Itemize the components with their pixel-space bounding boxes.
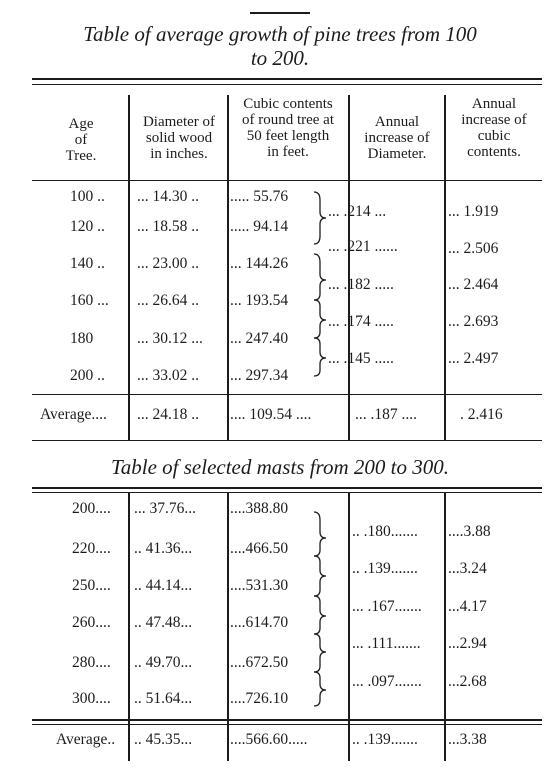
brace	[314, 556, 326, 596]
table1-title-line1: Table of average growth of pine trees from 100	[83, 22, 477, 46]
table1-top-rule-1	[32, 78, 542, 80]
header-annual-diameter	[350, 114, 444, 162]
average-annual-diameter: .. .139.......	[352, 731, 418, 748]
header-age	[36, 116, 126, 164]
diameter-cell: ... 33.02 ..	[137, 367, 199, 384]
average-cubic: .... 109.54 ....	[230, 406, 312, 423]
average-diameter: .. 45.35...	[134, 731, 193, 748]
average-annual-cubic: ...3.38	[448, 731, 487, 748]
annual-cubic-cell: ...2.68	[448, 673, 487, 690]
table2-top-rule-2	[32, 492, 542, 493]
header-cubic-line: 50 feet length	[246, 128, 330, 144]
annual-cubic-cell: ...2.94	[448, 635, 487, 652]
age-cell: 100 ..	[70, 188, 105, 205]
diameter-cell: .. 47.48...	[134, 614, 193, 631]
cubic-cell: ....466.50	[230, 540, 289, 557]
age-cell: 250....	[72, 577, 111, 594]
header-annual-cubic-line: increase of	[461, 112, 527, 128]
cubic-cell: ... 247.40	[230, 330, 289, 347]
table1-average-rule	[32, 394, 542, 395]
brace	[314, 338, 326, 376]
header-diameter-line: Diameter of	[142, 114, 216, 130]
cubic-cell: ....531.30	[230, 577, 289, 594]
table2-title: Table of selected masts from 200 to 300.	[111, 455, 449, 479]
table1-bottom-rule	[32, 440, 542, 441]
header-annual-cubic-line: contents.	[467, 144, 521, 160]
annual-diameter-cell: ... .097.......	[352, 673, 422, 690]
header-annual-diameter-line: Diameter.	[367, 146, 427, 162]
average-label: Average..	[56, 731, 116, 748]
diameter-cell: .. 44.14...	[134, 577, 193, 594]
diameter-cell: ... 14.30 ..	[137, 188, 199, 205]
cubic-cell: ..... 94.14	[230, 218, 289, 235]
diameter-cell: ... 18.58 ..	[137, 218, 199, 235]
age-cell: 280....	[72, 654, 111, 671]
table2-top-rule-1	[32, 487, 542, 489]
header-cubic-line: of round tree at	[241, 112, 335, 128]
average-diameter: ... 24.18 ..	[137, 406, 199, 423]
diameter-cell: ... 37.76...	[134, 500, 196, 517]
annual-cubic-cell: ...3.24	[448, 560, 487, 577]
header-cubic-line: in feet.	[267, 144, 309, 160]
top-rule	[250, 12, 310, 14]
cubic-cell: ....614.70	[230, 614, 289, 631]
annual-diameter-cell: ... .214 ...	[328, 203, 387, 220]
cubic-cell: ... 297.34	[230, 367, 289, 384]
header-age-line: of	[74, 132, 88, 148]
diameter-cell: ... 30.12 ...	[137, 330, 203, 347]
diameter-cell: .. 49.70...	[134, 654, 193, 671]
annual-diameter-cell: ... .174 .....	[328, 313, 394, 330]
table1-top-rule-2	[32, 84, 542, 85]
header-annual-cubic	[446, 96, 542, 160]
annual-diameter-cell: ... .145 .....	[328, 350, 394, 367]
table2-braces	[314, 510, 334, 710]
average-label: Average....	[40, 406, 107, 423]
diameter-cell: ... 23.00 ..	[137, 255, 199, 272]
annual-cubic-cell: ... 1.919	[448, 203, 499, 220]
diameter-cell: .. 41.36...	[134, 540, 193, 557]
table1-col-rule	[128, 95, 130, 440]
age-cell: 220....	[72, 540, 111, 557]
brace	[314, 672, 326, 706]
cubic-cell: ..... 55.76	[230, 188, 289, 205]
age-cell: 300....	[72, 690, 111, 707]
brace	[314, 254, 326, 300]
header-age-line: Age	[68, 116, 94, 132]
annual-diameter-cell: .. .180.......	[352, 523, 418, 540]
header-cubic-line: Cubic contents	[243, 96, 333, 112]
average-cubic: ....566.60.....	[230, 731, 308, 748]
header-diameter-line: solid wood	[145, 130, 213, 146]
annual-cubic-cell: ... 2.464	[448, 276, 499, 293]
table2-average-rule-1	[32, 719, 542, 721]
table1-col-rule	[444, 95, 446, 440]
brace	[314, 596, 326, 634]
annual-diameter-cell: ... .182 .....	[328, 276, 394, 293]
annual-cubic-cell: ....3.88	[448, 523, 491, 540]
age-cell: 140 ..	[70, 255, 105, 272]
age-cell: 260....	[72, 614, 111, 631]
table2-average-rule-2	[32, 724, 542, 725]
brace	[314, 300, 326, 338]
annual-cubic-cell: ...4.17	[448, 598, 487, 615]
header-annual-cubic-line: Annual	[471, 96, 517, 112]
header-diameter	[130, 114, 228, 162]
age-cell: 200....	[72, 500, 111, 517]
cubic-cell: ... 144.26	[230, 255, 289, 272]
annual-cubic-cell: ... 2.506	[448, 240, 499, 257]
table1-col-rule	[348, 95, 350, 440]
annual-cubic-cell: ... 2.693	[448, 313, 499, 330]
header-cubic	[228, 96, 348, 160]
header-annual-diameter-line: Annual	[374, 114, 420, 130]
diameter-cell: ... 26.64 ..	[137, 292, 199, 309]
cubic-cell: ... 193.54	[230, 292, 289, 309]
annual-diameter-cell: ... .221 ......	[328, 238, 398, 255]
annual-cubic-cell: ... 2.497	[448, 350, 499, 367]
cubic-cell: ....388.80	[230, 500, 289, 517]
brace	[314, 192, 326, 244]
age-cell: 160 ...	[70, 292, 109, 309]
table1-title	[0, 22, 560, 70]
brace	[314, 634, 326, 672]
diameter-cell: .. 51.64...	[134, 690, 193, 707]
header-annual-diameter-line: increase of	[364, 130, 430, 146]
age-cell: 180	[70, 330, 94, 347]
annual-diameter-cell: ... .111.......	[352, 635, 421, 652]
table1-title-line2: to 200.	[250, 46, 310, 70]
annual-diameter-cell: ... .167.......	[352, 598, 422, 615]
brace	[314, 512, 326, 556]
average-annual-diameter: ... .187 ....	[355, 406, 417, 423]
annual-diameter-cell: .. .139.......	[352, 560, 418, 577]
cubic-cell: ....726.10	[230, 690, 289, 707]
cubic-cell: ....672.50	[230, 654, 289, 671]
age-cell: 200 ..	[70, 367, 105, 384]
header-age-line: Tree.	[65, 148, 97, 164]
header-diameter-line: in inches.	[150, 146, 208, 162]
age-cell: 120 ..	[70, 218, 105, 235]
table1-col-rule	[227, 95, 229, 440]
table1-header-rule	[32, 180, 542, 181]
average-annual-cubic: . 2.416	[460, 406, 503, 423]
header-annual-cubic-line: cubic	[477, 128, 511, 144]
